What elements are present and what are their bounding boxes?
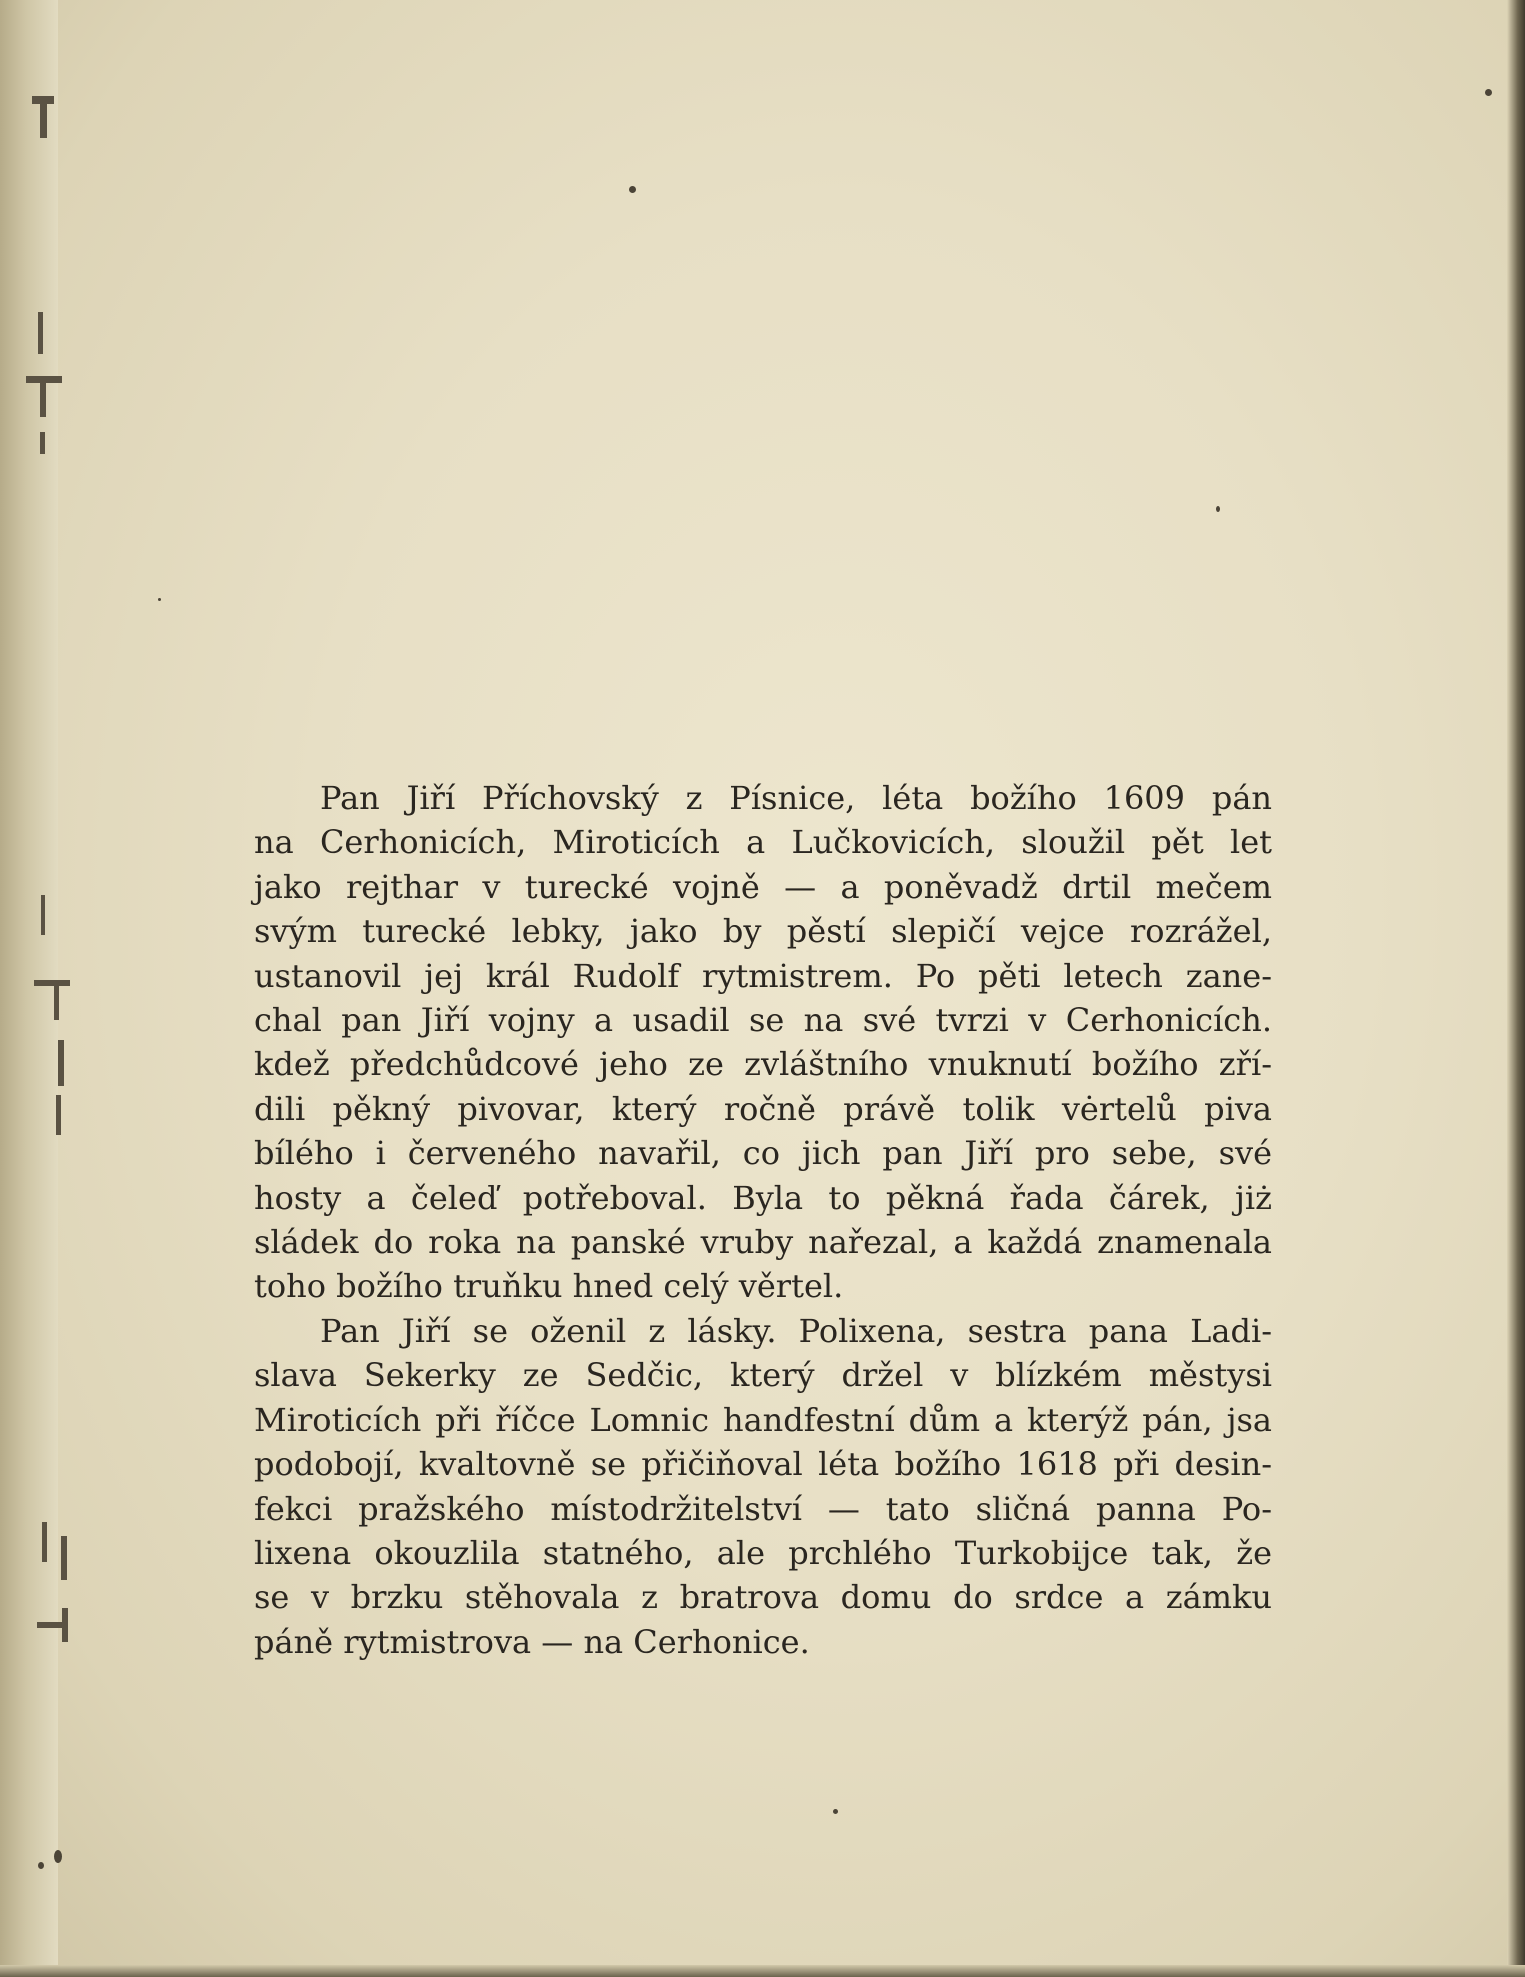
margin-mark bbox=[40, 383, 46, 417]
text-line: se v brzku stěhovala z bratrova domu do srdce a zámku bbox=[254, 1578, 1272, 1617]
book-spine-shadow bbox=[0, 0, 58, 1977]
body-text bbox=[254, 776, 1272, 1664]
margin-mark bbox=[34, 980, 70, 986]
ink-speck bbox=[38, 1862, 44, 1869]
margin-mark bbox=[42, 1522, 47, 1562]
text-line: slava Sekerky ze Sedčic, který držel v blízkém městysi bbox=[254, 1356, 1272, 1395]
ink-speck bbox=[1216, 506, 1220, 512]
margin-mark bbox=[56, 1095, 61, 1135]
text-line: hosty a čeleď potřeboval. Byla to pěkná řada čárek, jiż bbox=[254, 1178, 1272, 1217]
text-line: dili pěkný pivovar, který ročně právě tolik vėrtelů piva bbox=[254, 1089, 1272, 1128]
ink-speck bbox=[158, 598, 161, 601]
margin-mark bbox=[32, 96, 54, 104]
text-line: Miroticích při říčce Lomnic handfestní dům a kterýž pán, jsa bbox=[254, 1400, 1272, 1439]
text-line: sládek do roka na panské vruby nařezal, a každá znamenala bbox=[254, 1223, 1272, 1262]
text-line: fekci pražského místodržitelství — tato sličná panna Po- bbox=[254, 1489, 1272, 1528]
text-line: bílého i červeného navařil, co jich pan Jiří pro sebe, své bbox=[254, 1134, 1272, 1173]
margin-mark bbox=[40, 432, 45, 454]
margin-mark bbox=[26, 376, 62, 383]
paragraph-2 bbox=[254, 1309, 1272, 1664]
paragraph-1 bbox=[254, 776, 1272, 1309]
margin-mark bbox=[40, 104, 47, 138]
ink-speck bbox=[629, 186, 636, 193]
margin-mark bbox=[41, 895, 45, 935]
text-line: toho božího truňku hned celý věrtel. bbox=[254, 1267, 844, 1306]
text-line: kdež předchůdcové jeho ze zvláštního vnuknutí božího zří- bbox=[254, 1045, 1272, 1084]
margin-mark bbox=[62, 1608, 68, 1642]
margin-mark bbox=[61, 1536, 67, 1580]
margin-mark bbox=[58, 1040, 64, 1086]
text-line: Pan Jiří se oženil z lásky. Polixena, sestra pana Ladi- bbox=[320, 1311, 1272, 1350]
text-line: páně rytmistrova — na Cerhonice. bbox=[254, 1622, 810, 1661]
margin-mark bbox=[54, 986, 59, 1020]
text-line: ustanovil jej král Rudolf rytmistrem. Po pěti letech zane- bbox=[254, 956, 1272, 995]
text-line: podobojí, kvaltovně se přičiňoval léta božího 1618 při desin- bbox=[254, 1445, 1272, 1484]
margin-mark bbox=[38, 312, 43, 354]
text-line: svým turecké lebky, jako by pěstí slepičí vejce rozrážel, bbox=[254, 912, 1272, 951]
ink-speck bbox=[833, 1809, 838, 1814]
page-bottom-edge bbox=[0, 1965, 1525, 1977]
ink-speck bbox=[54, 1850, 62, 1863]
page-right-edge bbox=[1507, 0, 1525, 1977]
text-line: lixena okouzlila statného, ale prchlého Turkobijce tak, že bbox=[254, 1533, 1272, 1572]
text-line: na Cerhonicích, Miroticích a Lučkovicích, sloužil pět let bbox=[254, 823, 1272, 862]
ink-speck bbox=[1485, 89, 1492, 96]
text-line: chal pan Jiří vojny a usadil se na své tvrzi v Cerhonicích. bbox=[254, 1001, 1272, 1040]
text-line: jako rejthar v turecké vojně — a poněvadž drtil mečem bbox=[254, 867, 1272, 906]
text-line: Pan Jiří Příchovský z Písnice, léta božího 1609 pán bbox=[320, 779, 1272, 817]
